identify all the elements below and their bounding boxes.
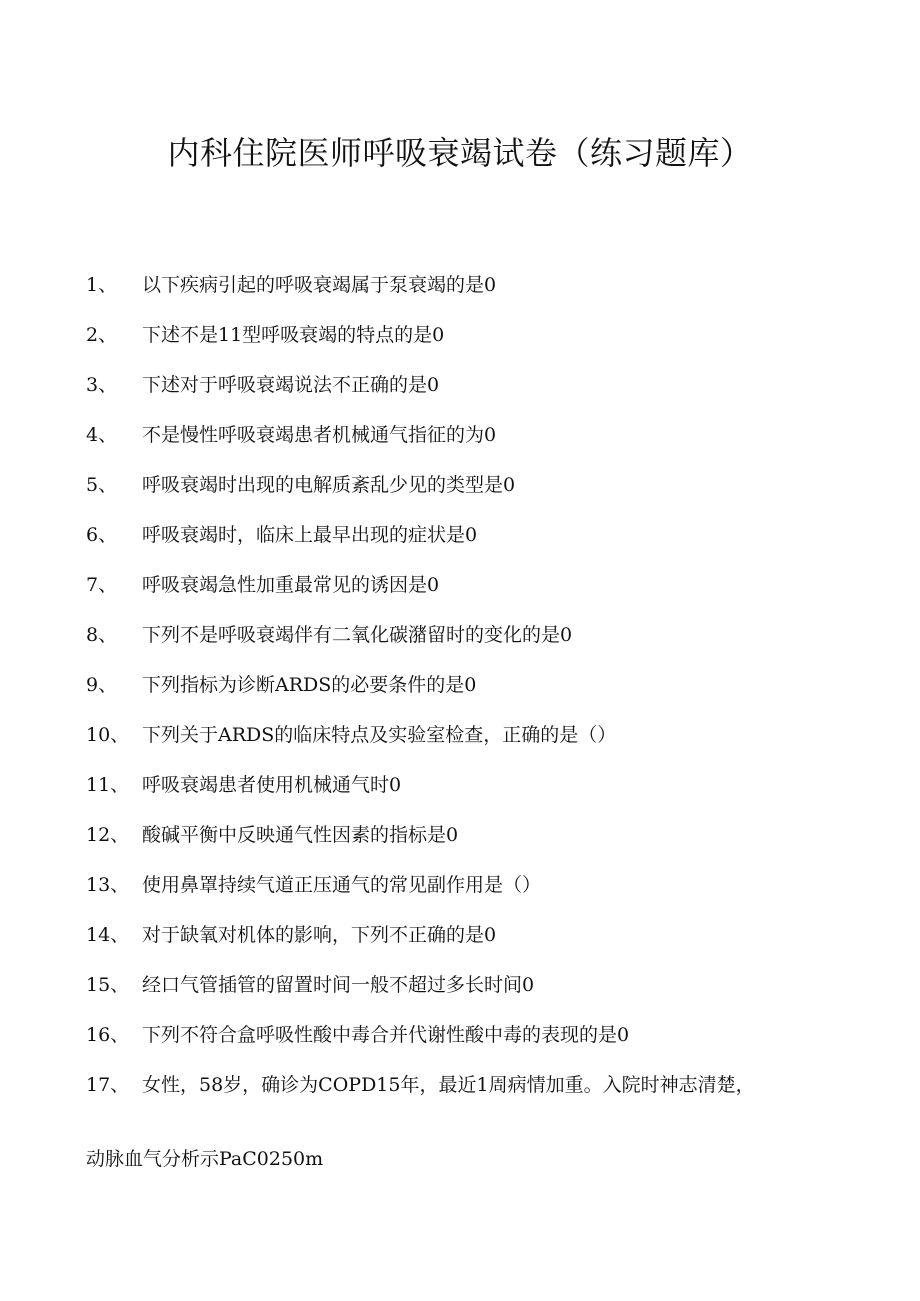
question-text: 呼吸衰竭时，临床上最早出现的症状是0 — [142, 524, 478, 546]
question-number: 15、 — [86, 974, 130, 996]
question-number: 8、 — [86, 624, 118, 646]
question-item-7 — [86, 568, 806, 618]
question-text: 下列指标为诊断ARDS的必要条件的是0 — [142, 674, 477, 696]
question-item-11 — [86, 768, 806, 818]
question-number: 2、 — [86, 324, 118, 346]
question-number: 12、 — [86, 824, 130, 846]
question-text: 下列不是呼吸衰竭伴有二氧化碳潴留时的变化的是0 — [142, 624, 573, 646]
question-text: 下述不是11型呼吸衰竭的特点的是0 — [142, 324, 445, 346]
question-text: 下列不符合盒呼吸性酸中毒合并代谢性酸中毒的表现的是0 — [142, 1024, 630, 1046]
question-number: 1、 — [86, 274, 118, 296]
question-number: 16、 — [86, 1024, 130, 1046]
question-text: 经口气管插管的留置时间一般不超过多长时间0 — [142, 974, 535, 996]
question-item-9 — [86, 668, 806, 718]
question-text: 下列关于ARDS的临床特点及实验室检查，正确的是（） — [142, 724, 617, 746]
question-item-12 — [86, 818, 806, 868]
question-item-14 — [86, 918, 806, 968]
question-item-10 — [86, 718, 806, 768]
question-item-6 — [86, 518, 806, 568]
question-text: 酸碱平衡中反映通气性因素的指标是0 — [142, 824, 459, 846]
question-number: 9、 — [86, 674, 118, 696]
question-number: 10、 — [86, 724, 130, 746]
question-text: 呼吸衰竭患者使用机械通气时0 — [142, 774, 402, 796]
question-number: 3、 — [86, 374, 118, 396]
question-item-17 — [86, 1068, 806, 1102]
question-number: 5、 — [86, 474, 118, 496]
question-item-2 — [86, 318, 806, 368]
question-text: 以下疾病引起的呼吸衰竭属于泵衰竭的是0 — [142, 274, 497, 296]
question-item-3 — [86, 368, 806, 418]
question-item-5 — [86, 468, 806, 518]
question-item-15 — [86, 968, 806, 1018]
question-number: 11、 — [86, 774, 130, 796]
question-item-4 — [86, 418, 806, 468]
question-list — [86, 268, 806, 1102]
question-text: 下述对于呼吸衰竭说法不正确的是0 — [142, 374, 440, 396]
question-text: 对于缺氧对机体的影响，下列不正确的是0 — [142, 924, 497, 946]
question-item-13 — [86, 868, 806, 918]
question-number: 17、 — [86, 1074, 130, 1096]
page-title: 内科住院医师呼吸衰竭试卷（练习题库） — [167, 134, 753, 172]
question-text: 呼吸衰竭急性加重最常见的诱因是0 — [142, 574, 440, 596]
question-number: 14、 — [86, 924, 130, 946]
question-number: 6、 — [86, 524, 118, 546]
question-continuation: 动脉血气分析示PaC0250m — [86, 1148, 324, 1170]
question-text: 不是慢性呼吸衰竭患者机械通气指征的为0 — [142, 424, 497, 446]
question-item-8 — [86, 618, 806, 668]
question-item-1 — [86, 268, 806, 318]
question-text: 呼吸衰竭时出现的电解质紊乱少见的类型是0 — [142, 474, 516, 496]
question-text: 使用鼻罩持续气道正压通气的常见副作用是（） — [142, 874, 542, 896]
question-item-16 — [86, 1018, 806, 1068]
question-number: 7、 — [86, 574, 118, 596]
question-number: 13、 — [86, 874, 130, 896]
question-number: 4、 — [86, 424, 118, 446]
question-text: 女性，58岁，确诊为COPD15年，最近1周病情加重。入院时神志清楚， — [142, 1074, 755, 1096]
